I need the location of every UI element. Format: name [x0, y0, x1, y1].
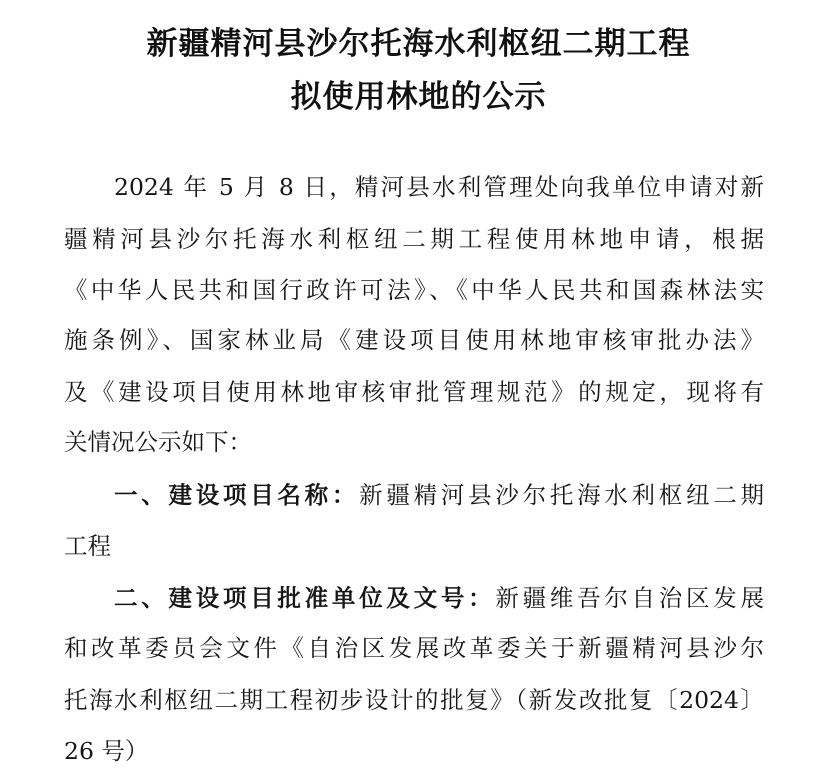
intro-line-2: 疆精河县沙尔托海水利枢纽二期工程使用林地申请，根据: [64, 225, 764, 253]
document-title-line-1: 新疆精河县沙尔托海水利枢纽二期工程: [146, 26, 691, 62]
section-1-line-1: [114, 480, 764, 510]
intro-line-1: 2024 年 5 月 8 日，精河县水利管理处向我单位申请对新: [114, 173, 764, 201]
intro-line-6: 关情况公示如下：: [64, 428, 252, 456]
section-2-line-3: 托海水利枢纽二期工程初步设计的批复》（新发改批复〔2024〕: [64, 686, 764, 714]
section-2-heading: 二、建设项目批准单位及文号：: [114, 584, 496, 612]
section-2-line-2: 和改革委员会文件《自治区发展改革委关于新疆精河县沙尔: [64, 634, 764, 662]
section-2-text: 新疆维吾尔自治区发展: [495, 584, 764, 612]
section-1-heading: 一、建设项目名称：: [114, 481, 360, 509]
intro-line-4: 施条例》、国家林业局《建设项目使用林地审核审批办法》: [64, 326, 764, 354]
intro-line-3: 《中华人民共和国行政许可法》、《中华人民共和国森林法实: [64, 276, 764, 304]
section-2-line-1: [114, 583, 764, 613]
section-1-line-2: 工程: [64, 532, 111, 560]
section-1-text: 新疆精河县沙尔托海水利枢纽二期: [359, 481, 764, 509]
document-title-line-2: 拟使用林地的公示: [290, 79, 547, 115]
intro-line-5: 及《建设项目使用林地审核审批管理规范》的规定，现将有: [64, 378, 764, 406]
section-2-line-4: 26 号）: [64, 737, 149, 765]
